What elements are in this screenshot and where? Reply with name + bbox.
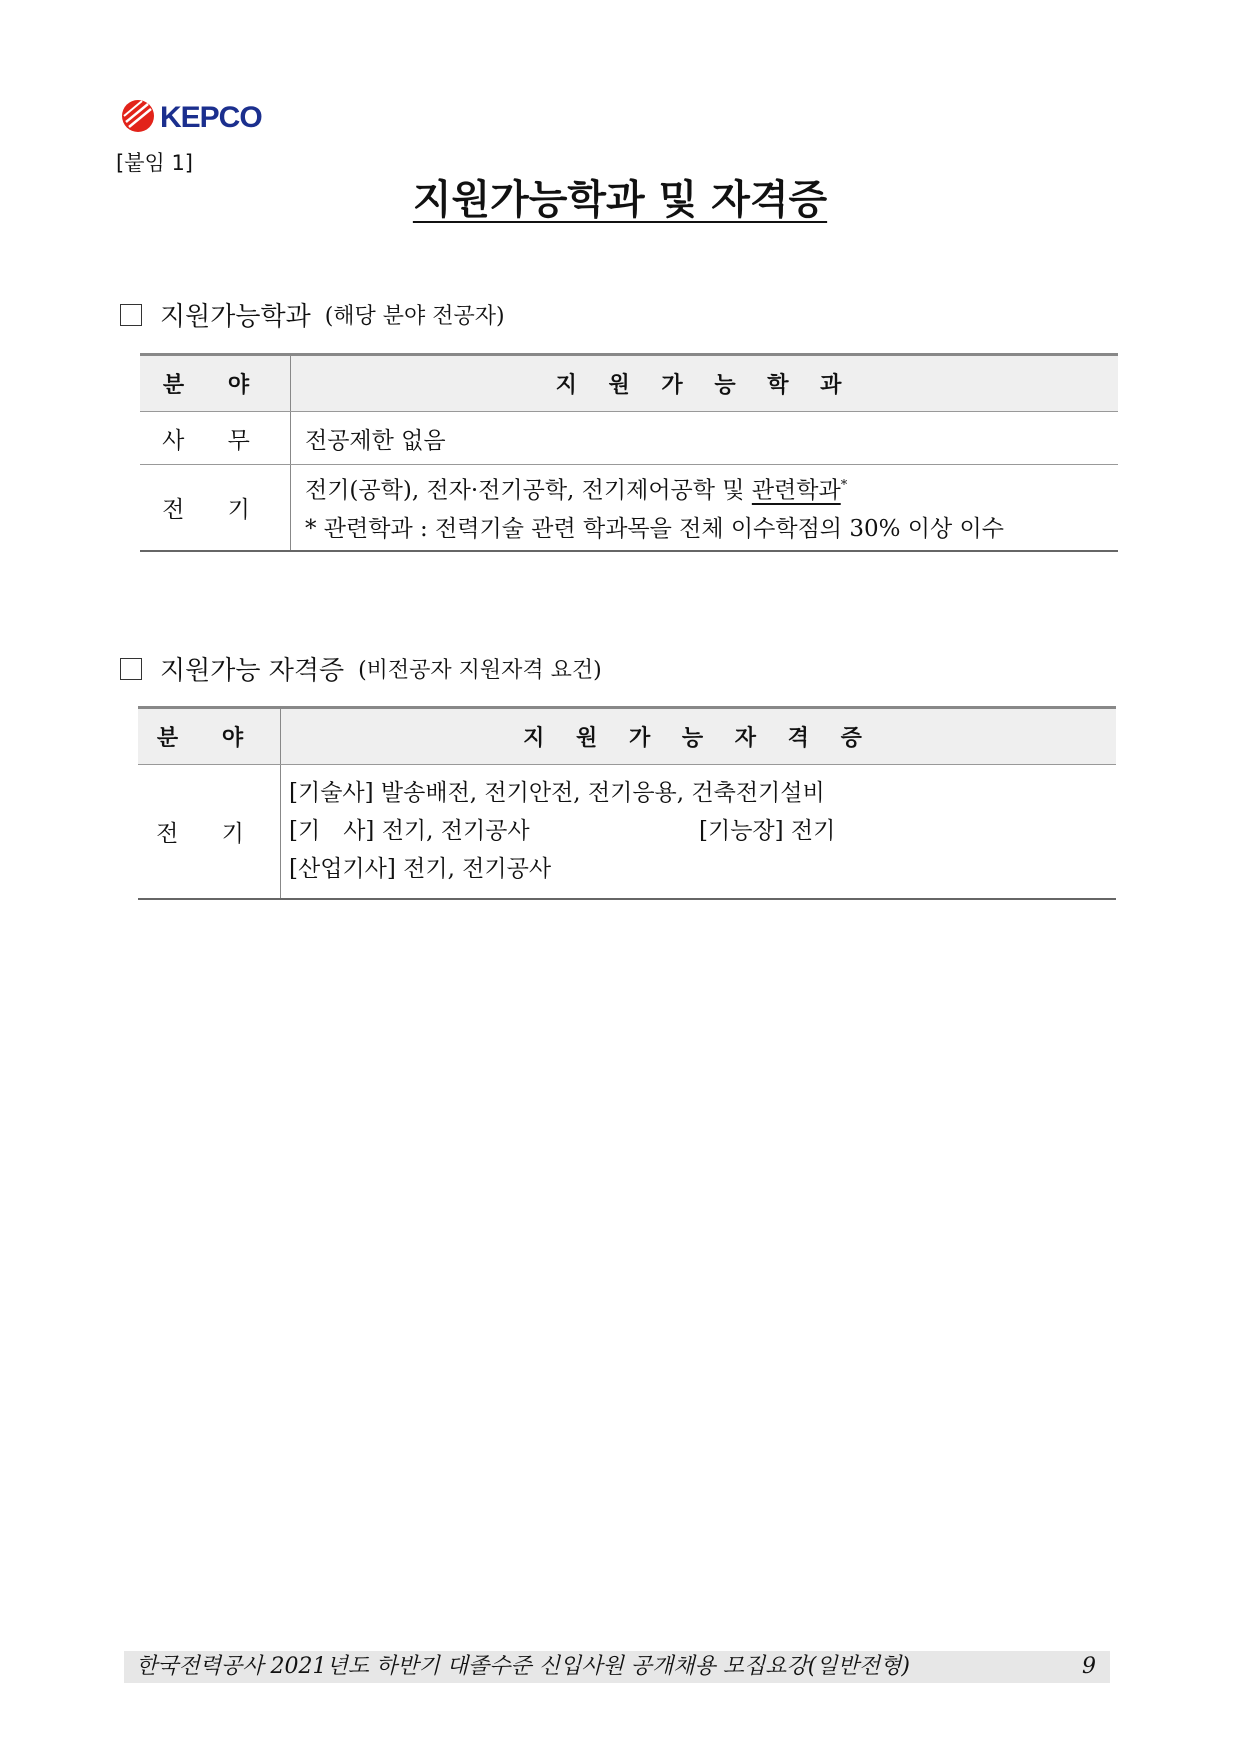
svg-text:KEPCO: KEPCO — [160, 101, 262, 134]
page-title: 지원가능학과 및 자격증 — [412, 177, 828, 223]
section-departments-heading: 지원가능학과 (해당 분야 전공자) — [120, 296, 505, 333]
attachment-label: [붙임 1] — [116, 151, 193, 175]
footer-text: 한국전력공사 2021년도 하반기 대졸수준 신입사원 공개채용 모집요강(일반전형) — [136, 1654, 910, 1679]
section-certificates-heading: 지원가능 자격증 (비전공자 지원자격 요건) — [120, 650, 602, 687]
header-field: 분 야 — [140, 355, 291, 412]
departments-table — [140, 353, 1118, 552]
departments-cell: 전기(공학), 전자·전기공학, 전기제어공학 및 관련학과* * 관련학과 : 전력기술 관련 학과목을 전체 이수학점의 30% 이상 이수 — [291, 465, 1119, 551]
checkbox-icon — [120, 304, 142, 326]
header-departments: 지 원 가 능 학 과 — [291, 355, 1119, 412]
certificates-cell: [기술사] 발송배전, 전기안전, 전기응용, 건축전기설비 [기 사] 전기, 전기공사 [기능장] 전기 [산업기사] 전기, 전기공사 — [281, 765, 1117, 899]
field-cell: 사 무 — [140, 412, 291, 465]
table-row — [140, 412, 1118, 465]
checkbox-icon — [120, 658, 142, 680]
table-row — [138, 765, 1116, 899]
field-cell: 전 기 — [138, 765, 281, 899]
footer — [124, 1651, 1110, 1683]
kepco-logo — [120, 98, 280, 134]
certificates-table — [138, 706, 1116, 900]
header-field: 분 야 — [138, 708, 281, 765]
header-certificates: 지 원 가 능 자 격 증 — [281, 708, 1117, 765]
departments-cell: 전공제한 없음 — [291, 412, 1119, 465]
table-row — [140, 465, 1118, 551]
field-cell: 전 기 — [140, 465, 291, 551]
page-number: 9 — [1082, 1654, 1096, 1679]
